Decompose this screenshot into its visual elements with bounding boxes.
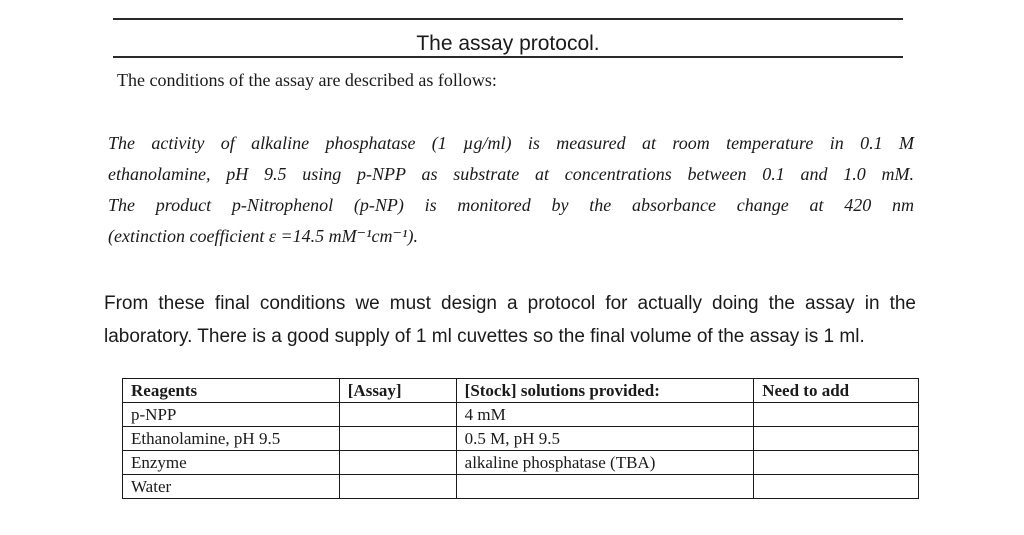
reagents-table <box>122 378 919 499</box>
conditions-line: The activity of alkaline phosphatase (1 µg/ml) is measured at room temperature in 0.1 M <box>108 133 914 153</box>
conditions-line: The product p-Nitrophenol (p-NP) is monitored by the absorbance change at 420 nm <box>108 195 914 215</box>
assay-cell <box>339 427 456 451</box>
conditions-line: (extinction coefficient ε =14.5 mM⁻¹cm⁻¹). <box>108 226 418 246</box>
table-header-row <box>123 379 919 403</box>
header-assay: [Assay] <box>339 379 456 403</box>
header-reagents: Reagents <box>123 379 340 403</box>
table-row <box>123 451 919 475</box>
reagent-cell: Ethanolamine, pH 9.5 <box>123 427 340 451</box>
table-row <box>123 475 919 499</box>
stock-cell: alkaline phosphatase (TBA) <box>456 451 754 475</box>
header-need-to-add: Need to add <box>754 379 919 403</box>
need-to-add-cell <box>754 475 919 499</box>
assay-cell <box>339 451 456 475</box>
reagent-cell: p-NPP <box>123 403 340 427</box>
need-to-add-cell <box>754 403 919 427</box>
reagent-cell: Enzyme <box>123 451 340 475</box>
design-line: From these final conditions we must design a protocol for actually doing the assay in the <box>104 293 916 314</box>
stock-cell: 0.5 M, pH 9.5 <box>456 427 754 451</box>
page-title: The assay protocol. <box>416 32 600 55</box>
assay-cell <box>339 403 456 427</box>
table-row <box>123 403 919 427</box>
design-line: laboratory. There is a good supply of 1 ml cuvettes so the final volume of the assay is 1 ml. <box>104 326 865 347</box>
stock-cell: 4 mM <box>456 403 754 427</box>
need-to-add-cell <box>754 427 919 451</box>
top-rule <box>113 18 903 20</box>
assay-cell <box>339 475 456 499</box>
header-stock: [Stock] solutions provided: <box>456 379 754 403</box>
protocol-design-paragraph <box>104 287 916 353</box>
stock-cell <box>456 475 754 499</box>
table-row <box>123 427 919 451</box>
reagent-cell: Water <box>123 475 340 499</box>
assay-conditions-paragraph <box>108 128 914 252</box>
intro-text: The conditions of the assay are described as follows: <box>117 70 497 90</box>
need-to-add-cell <box>754 451 919 475</box>
conditions-line: ethanolamine, pH 9.5 using p-NPP as substrate at concentrations between 0.1 and 1.0 mM. <box>108 164 914 184</box>
title-underline-rule <box>113 56 903 58</box>
